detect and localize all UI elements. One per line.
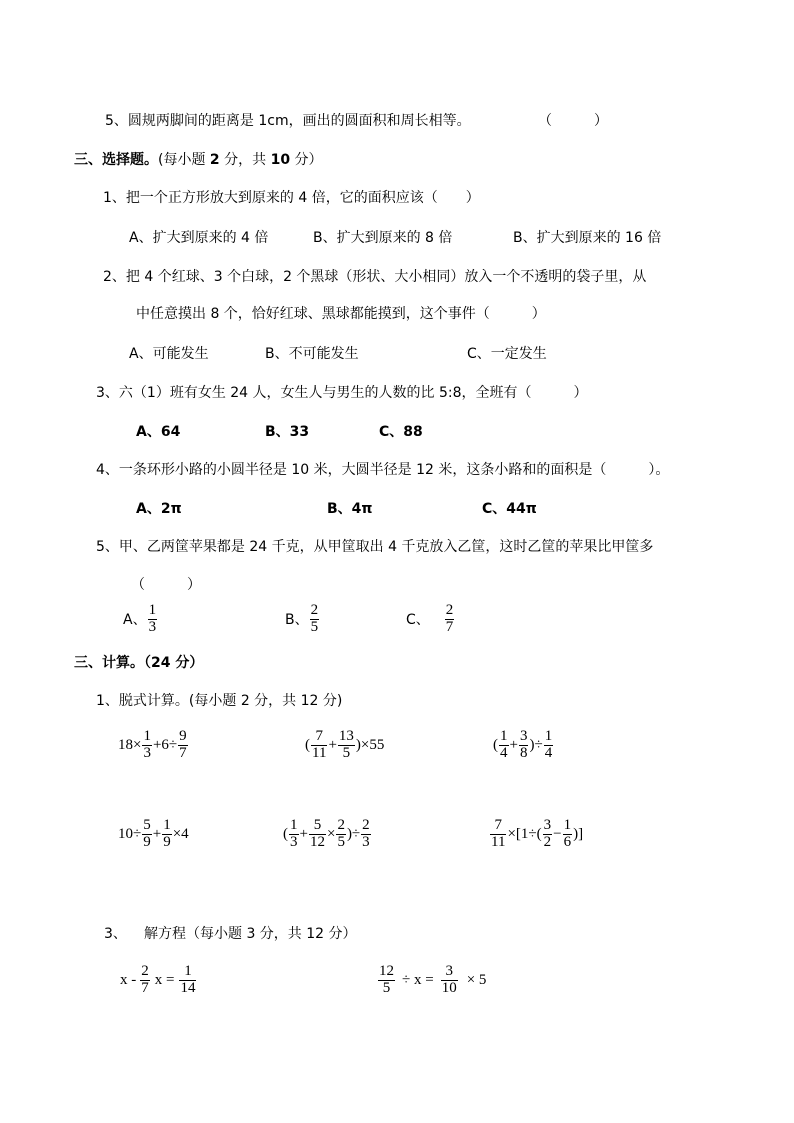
choice-q5-line2: （ ） (131, 577, 201, 593)
choice-q4-option-c: C、44π (482, 501, 537, 517)
frac-5-12: $\frac{5}{12}$ (309, 817, 325, 850)
section-choice-note-b: 10 (270, 152, 291, 168)
frac-2-7: $\frac{2}{7}$ (141, 963, 149, 996)
choice-q2-line1: 2、把 4 个红球、3 个白球，2 个黑球（形状、大小相同）放入一个不透明的袋子里，从 (103, 269, 647, 285)
frac-3-10: $\frac{3}{10}$ (441, 963, 457, 996)
choice-q5-option-c (406, 603, 455, 636)
frac-2-3: $\frac{2}{3}$ (362, 817, 370, 850)
expression-2: ( $\frac{7}{11}$ + $\frac{13}{5}$ )×55 (305, 728, 385, 761)
choice-q5-option-a (123, 603, 158, 636)
choice-q5-line1: 5、甲、乙两筐苹果都是 24 千克，从甲筐取出 4 千克放入乙筐，这时乙筐的苹果比甲筐多 (96, 539, 654, 555)
frac-12-5: $\frac{12}{5}$ (379, 963, 394, 996)
choice-q3: 3、六（1）班有女生 24 人，女生人与男生的人数的比 5:8，全班有（ ） (96, 385, 588, 401)
judge-q5: 5、圆规两脚间的距离是 1cm，画出的圆面积和周长相等。 (105, 113, 471, 129)
section-choice-note-pre: (每小题 (158, 152, 210, 168)
option-a-label: A、 (123, 612, 147, 629)
expression-6: $\frac{7}{11}$ ×[1÷( $\frac{3}{2}$ − $\frac{1}{6}$ )] (491, 817, 584, 850)
expression-1: 18× $\frac{1}{3}$ +6÷ $\frac{9}{7}$ (118, 728, 187, 761)
choice-q3-option-a: A、64 (136, 424, 181, 440)
section-choice-heading: 三、选择题。 (74, 152, 158, 168)
frac-2-5: $\frac{2}{5}$ (337, 817, 345, 850)
equation-1: x - $\frac{2}{7}$ x = $\frac{1}{14}$ (120, 963, 196, 996)
frac-7-11-b: $\frac{7}{11}$ (491, 817, 506, 850)
option-c-fraction: $\frac{2}{7}$ (445, 602, 454, 635)
frac-1-6: $\frac{1}{6}$ (563, 817, 572, 850)
choice-q1-option-b: B、扩大到原来的 8 倍 (313, 230, 453, 246)
frac-5-9: $\frac{5}{9}$ (143, 817, 151, 850)
section-choice-note-a: 2 (209, 152, 220, 168)
frac-9-7: $\frac{9}{7}$ (179, 728, 187, 761)
choice-q1-option-c: B、扩大到原来的 16 倍 (513, 230, 662, 246)
choice-q2-option-a: A、可能发生 (129, 346, 209, 362)
expression-3: ( $\frac{1}{4}$ + $\frac{3}{8}$ )÷ $\frac{1}{4}$ (493, 728, 553, 761)
choice-q1: 1、把一个正方形放大到原来的 4 倍，它的面积应该（ ） (103, 190, 480, 206)
expression-5: ( $\frac{1}{3}$ + $\frac{5}{12}$ × $\frac{2}{5}$ )÷ $\frac{2}{3}$ (283, 817, 370, 850)
choice-q4: 4、一条环形小路的小圆半径是 10 米，大圆半径是 12 米，这条小路和的面积是（ ）。 (96, 462, 670, 478)
frac-1-4-b: $\frac{1}{4}$ (544, 728, 553, 761)
frac-13-5: $\frac{13}{5}$ (338, 728, 354, 761)
choice-q4-option-b: B、4π (327, 501, 373, 517)
choice-q5-option-b (285, 603, 320, 636)
frac-3-8: $\frac{3}{8}$ (519, 728, 528, 761)
frac-3-2: $\frac{3}{2}$ (543, 817, 552, 850)
frac-1-14: $\frac{1}{14}$ (180, 963, 196, 996)
section-calc-sub3: 解方程（每小题 3 分，共 12 分） (144, 926, 357, 942)
section-calc-sub1: 1、脱式计算。(每小题 2 分，共 12 分) (96, 693, 343, 709)
choice-q3-option-c: C、88 (379, 424, 423, 440)
choice-q4-option-a: A、2π (136, 501, 182, 517)
expression-4: 10÷ $\frac{5}{9}$ + $\frac{1}{9}$ ×4 (118, 817, 189, 850)
option-a-fraction: $\frac{1}{3}$ (148, 602, 157, 635)
frac-1-3: $\frac{1}{3}$ (143, 728, 151, 761)
frac-7-11: $\frac{7}{11}$ (312, 728, 327, 761)
option-c-label: C、 (406, 612, 430, 629)
option-b-fraction: $\frac{2}{5}$ (310, 602, 319, 635)
choice-q3-option-b: B、33 (265, 424, 310, 440)
choice-q2-option-b: B、不可能发生 (265, 346, 359, 362)
choice-q2-line2: 中任意摸出 8 个，恰好红球、黑球都能摸到，这个事件（ ） (136, 306, 546, 322)
section-choice-note-post: 分） (290, 152, 323, 168)
equation-2: $\frac{12}{5}$ ÷ x = $\frac{3}{10}$ × 5 (379, 963, 487, 996)
choice-q2-option-c: C、一定发生 (467, 346, 547, 362)
section-calc-sub3-number: 3、 (104, 926, 127, 942)
option-b-label: B、 (285, 612, 309, 629)
frac-1-9: $\frac{1}{9}$ (163, 817, 171, 850)
frac-1-4: $\frac{1}{4}$ (500, 728, 508, 761)
judge-q5-answer-paren: （ ） (538, 113, 608, 129)
section-choice-note-mid: 分，共 (219, 152, 271, 168)
section-choice-title (74, 153, 323, 167)
section-calc-title: 三、计算。（24 分） (74, 655, 204, 671)
frac-1-3-b: $\frac{1}{3}$ (290, 817, 298, 850)
choice-q1-option-a: A、扩大到原来的 4 倍 (129, 230, 269, 246)
